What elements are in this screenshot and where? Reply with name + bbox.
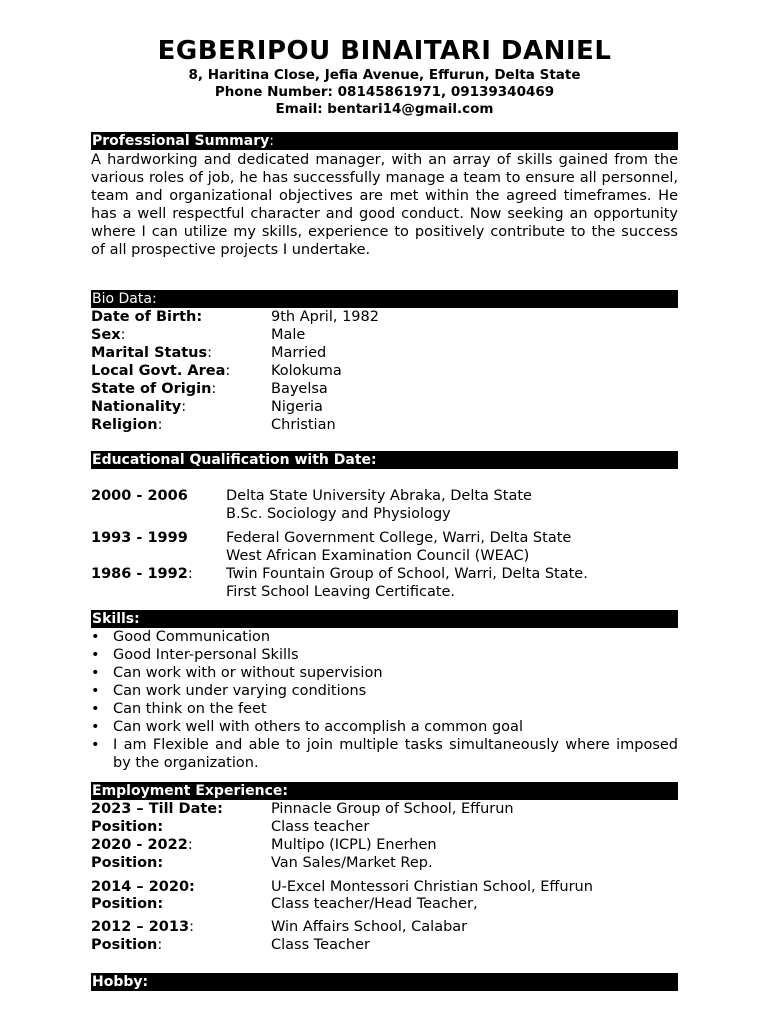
bio-label-colon: : [225,363,231,379]
bio-row [91,308,678,326]
list-item [91,682,678,700]
bio-value: Bayelsa [271,381,328,397]
phone-line: Phone Number: 08145861971, 09139340469 [214,84,555,100]
employment-row [91,895,678,913]
applicant-name: EGBERIPOU BINAITARI DANIEL [157,36,612,66]
education-section-header [91,451,678,469]
bullet-icon: • [91,683,100,699]
employment-value: Pinnacle Group of School, Effurun [271,801,514,817]
list-item [91,718,678,736]
address-line: 8, Haritina Close, Jefia Avenue, Effurun, Delta State [188,67,581,83]
education-award: B.Sc. Sociology and Physiology [226,506,451,522]
employment-label-colon: : [189,919,194,935]
skill-text: Can think on the feet [113,701,267,717]
education-school: Delta State University Abraka, Delta State [226,488,532,504]
education-years: 1993 - 1999 [91,530,188,546]
employment-value: Van Sales/Market Rep. [271,855,433,871]
employment-label: 2014 – 2020: [91,879,195,895]
skill-text: I am Flexible and able to join multiple tasks simultaneously where imposed by the organization. [113,737,678,771]
education-years: 1986 - 1992 [91,566,188,582]
employment-row [91,818,678,836]
employment-value: Multipo (ICPL) Enerhen [271,837,437,853]
education-school: Twin Fountain Group of School, Warri, Delta State. [226,566,588,582]
employment-value: Win Affairs School, Calabar [271,919,468,935]
employment-value: U-Excel Montessori Christian School, Effurun [271,879,593,895]
employment-row [91,918,678,936]
employment-value: Class Teacher [271,937,371,953]
bullet-icon: • [91,629,100,645]
bio-row [91,416,678,434]
bio-label: State of Origin [91,381,212,397]
list-item [91,628,678,646]
list-item [91,736,678,772]
employment-label: 2020 - 2022 [91,837,188,853]
education-award: First School Leaving Certificate. [226,584,456,600]
email-line: Email: bentari14@gmail.com [275,101,494,117]
education-title: Educational Qualification with Date: [92,452,377,468]
bullet-icon: • [91,737,100,753]
bio-value: Male [271,327,306,343]
bullet-icon: • [91,719,100,735]
bio-value: Nigeria [271,399,323,415]
bio-label-colon: : [157,417,163,433]
bio-label-colon: : [207,345,213,361]
bio-label-colon: : [211,381,217,397]
skill-text: Can work well with others to accomplish a common goal [113,719,523,735]
employment-label: Position: [91,855,164,871]
bio-value: Kolokuma [271,363,342,379]
hobby-section-header [91,973,678,991]
employment-label: Position: [91,819,164,835]
education-award: West African Examination Council (WEAC) [226,548,530,564]
hobby-title: Hobby: [92,974,149,990]
education-years-colon: : [187,566,193,582]
skills-title: Skills: [92,611,140,627]
skill-text: Can work under varying conditions [113,683,367,699]
summary-title: Professional Summary [92,133,270,149]
bullet-icon: • [91,701,100,717]
bio-row [91,326,678,344]
employment-label-colon: : [187,837,193,853]
bio-label-colon: : [120,327,126,343]
employment-row [91,854,678,872]
bio-label: Nationality [91,399,182,415]
summary-title-colon: : [269,133,274,149]
employment-label: 2012 – 2013 [91,919,190,935]
skill-text: Good Communication [113,629,271,645]
bio-label: Religion [91,417,158,433]
summary-text: A hardworking and dedicated manager, with an array of skills gained from the various roles of job, he has successfully manage a team to ensure all personnel, team and organizational objectives are met within the agreed timeframes. He has a well respectful character and good conduct. Now seeking an opportunity where I can utilize my skills, experience to positively contribute to the success of all prospective projects I undertake. [91,152,678,258]
bio-row [91,362,678,380]
bio-value: Married [271,345,327,361]
employment-row [91,836,678,854]
bullet-icon: • [91,665,100,681]
list-item [91,700,678,718]
employment-label: Position [91,937,158,953]
employment-label-colon: : [157,937,163,953]
bio-label: Marital Status [91,345,208,361]
bullet-icon: • [91,647,100,663]
skill-text: Can work with or without supervision [113,665,383,681]
bio-row [91,398,678,416]
bio-label: Date of Birth: [91,309,203,325]
employment-title: Employment Experience: [92,783,288,799]
employment-value: Class teacher/Head Teacher, [271,896,478,912]
education-years: 2000 - 2006 [91,488,188,504]
bio-label-colon: : [181,399,187,415]
bio-row [91,380,678,398]
bio-value: Christian [271,417,336,433]
employment-row [91,878,678,896]
employment-row [91,936,678,954]
employment-value: Class teacher [271,819,370,835]
bio-label: Sex [91,327,121,343]
skills-list [91,628,678,772]
bio-section-header: Bio Data: [91,290,678,308]
skills-section-header [91,610,678,628]
list-item [91,646,678,664]
employment-label: Position: [91,896,164,912]
employment-row [91,800,678,818]
summary-section-header [91,132,678,150]
education-school: Federal Government College, Warri, Delta State [226,530,572,546]
bio-row [91,344,678,362]
employment-section-header [91,782,678,800]
bio-label: Local Govt. Area [91,363,226,379]
list-item [91,664,678,682]
employment-label: 2023 – Till Date: [91,801,223,817]
skill-text: Good Inter-personal Skills [113,647,299,663]
bio-value: 9th April, 1982 [271,309,379,325]
